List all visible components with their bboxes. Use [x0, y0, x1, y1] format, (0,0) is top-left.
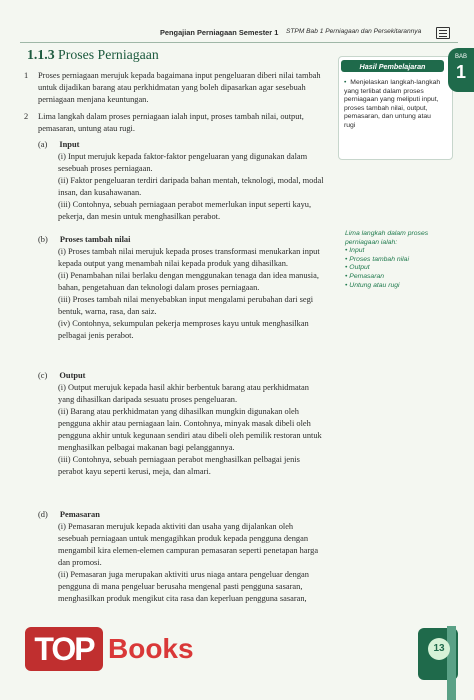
page-number-bar	[447, 626, 456, 700]
page-header	[0, 0, 474, 44]
item-label: (b)	[38, 235, 48, 244]
item-label: (d)	[38, 510, 48, 519]
header-title: Pengajian Perniagaan Semester 1	[160, 28, 279, 37]
item-c-i: (i) Output merujuk kepada hasil akhir berbentuk barang atau perkhidmatan yang dihasilkan daripada sesuatu proses pengeluaran.	[58, 383, 309, 404]
item-c-iii: (iii) Contohnya, sebuah perniagaan perabot menghasilkan pelbagai jenis perabot kayu seperti kerusi, meja, dan almari.	[58, 455, 300, 476]
learning-outcomes-body: Menjelaskan langkah-langkah yang terlibat dalam proses perniagaan yang meliputi input, proses tambah nilai, output, pemasaran, dan untung atau rugi	[344, 79, 441, 129]
bullet-icon: •	[344, 79, 347, 86]
chapter-label: BAB	[454, 54, 467, 60]
item-title: Output	[59, 371, 86, 380]
page-number: 13	[428, 638, 450, 660]
watermark-top: TOP	[25, 627, 103, 671]
paragraph-text: Proses perniagaan merujuk kepada bagaimana input pengeluaran diberi nilai tambah untuk dijadikan barang atau perkhidmatan yang boleh dipasarkan agar sesebuah perniagaan menjana keuntungan.	[38, 71, 321, 104]
item-a-ii: (ii) Faktor pengeluaran terdiri daripada bahan mentah, teknologi, modal, modal insan, dan kusahawanan.	[58, 176, 324, 197]
item-title: Pemasaran	[59, 510, 100, 519]
book-icon	[436, 27, 450, 39]
header-subtitle: STPM Bab 1 Perniagaan dan Persekitarannya	[286, 28, 422, 35]
side-note-item: • Untung atau rugi	[345, 281, 400, 289]
item-a-i: (i) Input merujuk kepada faktor-faktor pengeluaran yang digunakan dalam sesebuah proses perniagaan.	[58, 152, 308, 173]
item-label: (c)	[38, 371, 48, 380]
item-b-i: (i) Proses tambah nilai merujuk kepada proses transformasi menukarkan input kepada output yang menambah nilai kepada produk yang dihasilkan.	[58, 247, 320, 268]
paragraph-number: 1	[24, 71, 29, 80]
item-a-iii: (iii) Contohnya, sebuah perniagaan perabot memerlukan input seperti kayu, pekerja, dan mesin untuk menghasilkan perabot.	[58, 200, 312, 221]
item-b-iv: (iv) Contohnya, sekumpulan pekerja memproses kayu untuk menghasilkan pelbagai jenis perabot.	[58, 319, 309, 340]
side-note	[345, 230, 445, 290]
item-c	[38, 370, 324, 478]
side-note-item: • Input	[345, 247, 365, 255]
side-note-title: Lima langkah dalam proses perniagaan ialah:	[345, 230, 429, 246]
item-label: (a)	[38, 140, 48, 149]
item-b	[38, 234, 324, 342]
item-d-i: (i) Pemasaran merujuk kepada aktiviti dan usaha yang dijalankan oleh sesebuah perniagaan untuk mengagihkan produk kepada pengguna dengan mengambil kira elemen-elemen campuran pemasaran seperti penetapan harga dan promosi.	[58, 522, 319, 567]
side-note-item: • Output	[345, 264, 370, 272]
item-c-ii: (ii) Barang atau perkhidmatan yang dihasilkan mungkin digunakan oleh pengguna akhir atau perniagaan lain. Contohnya, minyak masak dibeli oleh pengguna akhir untuk kegunaan sendiri atau dibeli oleh pemilik restoran untuk menghasilkan pelbagai makanan bagi pelanggannya.	[58, 407, 322, 452]
side-note-item: • Proses tambah nilai	[345, 255, 409, 263]
learning-outcomes-text	[344, 79, 442, 131]
chapter-tab	[448, 48, 474, 92]
section-number: 1.1.3	[27, 47, 55, 62]
learning-outcomes-heading: Hasil Pembelajaran	[341, 60, 444, 72]
watermark-books: Books	[108, 633, 194, 664]
side-note-item: • Pemasaran	[345, 272, 385, 280]
item-d	[38, 509, 324, 605]
paragraph-1	[24, 70, 324, 106]
chapter-number: 1	[455, 62, 466, 82]
item-b-ii: (ii) Penambahan nilai berlaku dengan menggunakan tenaga dan idea manusia, bahan, pengetahuan dan teknologi dalam proses perniagaan.	[58, 271, 319, 292]
paragraph-2	[24, 111, 324, 135]
item-a	[38, 139, 324, 223]
paragraph-text: Lima langkah dalam proses perniagaan ialah input, proses tambah nilai, output, pemasaran, untung atau rugi.	[38, 112, 304, 133]
section-title-text: Proses Perniagaan	[58, 47, 159, 62]
paragraph-number: 2	[24, 112, 29, 121]
item-title: Proses tambah nilai	[59, 235, 131, 244]
section-title	[27, 47, 159, 63]
item-b-iii: (iii) Proses tambah nilai menyebabkan input mengalami perubahan dari segi bentuk, warna, rasa, dan saiz.	[58, 295, 314, 316]
item-d-ii: (ii) Pemasaran juga merupakan aktiviti urus niaga antara pengeluar dengan pengguna di mana pengeluar berusaha mengenal pasti pengguna sasaran, menghasilkan produk mengikut cita rasa dan keperluan pengguna sasaran,	[58, 570, 309, 603]
header-divider	[20, 42, 458, 43]
item-title: Input	[59, 140, 80, 149]
